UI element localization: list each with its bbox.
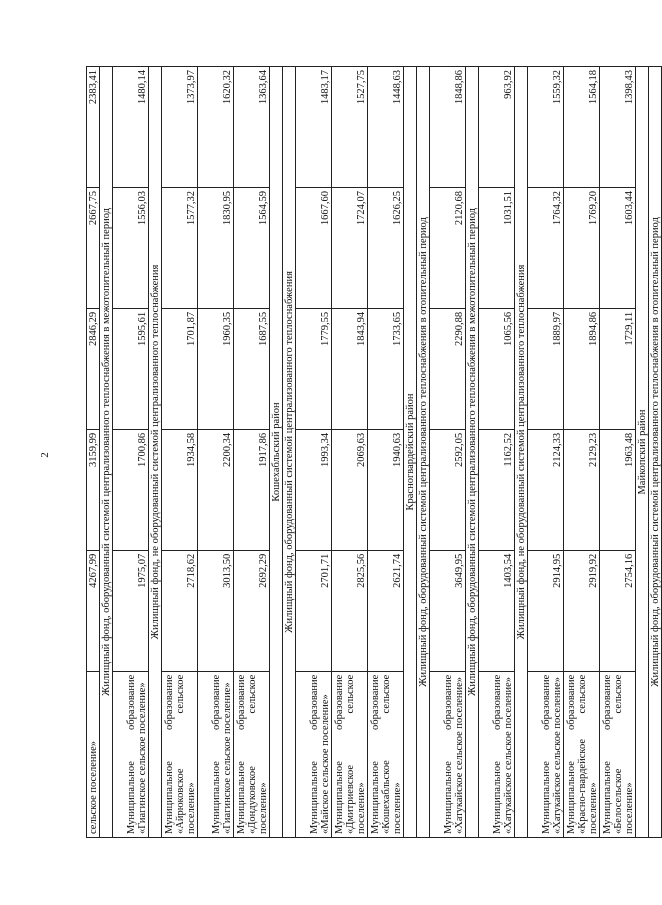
section-header-row — [149, 67, 162, 838]
section-header: Кошехабльский район — [270, 67, 283, 838]
tariff-value: 1564,18 — [564, 67, 600, 188]
tariff-table-body — [87, 67, 662, 838]
section-header: Жилищный фонд, оборудованный системой централизованного теплоснабжения в межотопительный период — [100, 67, 113, 838]
tariff-value: 1577,32 — [162, 187, 198, 308]
tariff-value: 1595,61 — [113, 308, 149, 429]
tariff-value: 1843,94 — [332, 308, 368, 429]
tariff-value: 3649,95 — [430, 550, 466, 671]
municipality-name: Муниципальное образование «Гиагинское сельское поселение» — [198, 671, 234, 837]
tariff-value: 2701,71 — [296, 550, 332, 671]
tariff-value: 4267,99 — [87, 550, 100, 671]
section-header-row — [404, 67, 417, 838]
tariff-value: 2124,33 — [528, 429, 564, 550]
municipality-name: сельское поселение» — [87, 671, 100, 837]
table-row — [162, 67, 198, 838]
municipality-name: Муниципальное образование «Хатукайское сельское поселение» — [479, 671, 515, 837]
section-header: Жилищный фонд, оборудованный системой централизованного теплоснабжения в межотопительный период — [466, 67, 479, 838]
municipality-name: Муниципальное образование «Дмитриевское сельское поселение» — [332, 671, 368, 837]
tariff-value: 1889,97 — [528, 308, 564, 429]
tariff-value: 2667,75 — [87, 187, 100, 308]
tariff-value: 1403,54 — [479, 550, 515, 671]
tariff-value: 1848,86 — [430, 67, 466, 188]
tariff-value: 1448,63 — [368, 67, 404, 188]
tariff-value: 1556,03 — [113, 187, 149, 308]
table-row — [430, 67, 466, 838]
tariff-value: 2592,05 — [430, 429, 466, 550]
table-row — [368, 67, 404, 838]
tariff-value: 2621,74 — [368, 550, 404, 671]
section-header: Жилищный фонд, не оборудованный системой централизованного теплоснабжения — [515, 67, 528, 838]
tariff-value: 2718,62 — [162, 550, 198, 671]
section-header-row — [466, 67, 479, 838]
table-row — [479, 67, 515, 838]
tariff-value: 1373,97 — [162, 67, 198, 188]
tariff-value: 2069,63 — [332, 429, 368, 550]
tariff-value: 1483,17 — [296, 67, 332, 188]
tariff-table — [86, 66, 662, 838]
tariff-value: 1603,44 — [600, 187, 636, 308]
tariff-value: 2914,95 — [528, 550, 564, 671]
tariff-value: 2919,92 — [564, 550, 600, 671]
tariff-value: 3159,99 — [87, 429, 100, 550]
tariff-value: 1894,86 — [564, 308, 600, 429]
tariff-value: 1363,64 — [234, 67, 270, 188]
table-row — [600, 67, 636, 838]
rotated-table-container — [86, 66, 661, 838]
tariff-value: 2120,68 — [430, 187, 466, 308]
tariff-value: 2290,88 — [430, 308, 466, 429]
tariff-value: 1700,86 — [113, 429, 149, 550]
table-row — [528, 67, 564, 838]
municipality-name: Муниципальное образование «Хатукайское сельское поселение» — [528, 671, 564, 837]
tariff-value: 1620,32 — [198, 67, 234, 188]
tariff-value: 1993,34 — [296, 429, 332, 550]
tariff-value: 963,92 — [479, 67, 515, 188]
tariff-value: 1701,87 — [162, 308, 198, 429]
tariff-value: 1724,07 — [332, 187, 368, 308]
tariff-value: 1559,32 — [528, 67, 564, 188]
section-header-row — [636, 67, 649, 838]
section-header-row — [270, 67, 283, 838]
municipality-name: Муниципальное образование «Айрюковское сельское поселение» — [162, 671, 198, 837]
table-row — [234, 67, 270, 838]
tariff-value: 3013,50 — [198, 550, 234, 671]
tariff-value: 1975,07 — [113, 550, 149, 671]
tariff-value: 1769,20 — [564, 187, 600, 308]
section-header-row — [515, 67, 528, 838]
section-header-row — [100, 67, 113, 838]
section-header: Жилищный фонд, оборудованный системой централизованного теплоснабжения в отопительный период — [649, 67, 662, 838]
section-header: Красногвардейский район — [404, 67, 417, 838]
tariff-value: 1779,55 — [296, 308, 332, 429]
table-row — [198, 67, 234, 838]
tariff-value: 1626,25 — [368, 187, 404, 308]
tariff-value: 2846,29 — [87, 308, 100, 429]
tariff-value: 2692,29 — [234, 550, 270, 671]
tariff-value: 1398,43 — [600, 67, 636, 188]
municipality-name: Муниципальное образование «Белосельское сельское поселение» — [600, 671, 636, 837]
tariff-value: 1667,60 — [296, 187, 332, 308]
tariff-value: 1764,32 — [528, 187, 564, 308]
tariff-value: 1940,63 — [368, 429, 404, 550]
section-header-row — [283, 67, 296, 838]
tariff-value: 1963,48 — [600, 429, 636, 550]
table-row — [87, 67, 100, 838]
tariff-value: 1031,51 — [479, 187, 515, 308]
table-row — [113, 67, 149, 838]
section-header-row — [417, 67, 430, 838]
tariff-value: 1733,65 — [368, 308, 404, 429]
tariff-value: 1480,14 — [113, 67, 149, 188]
tariff-value: 2129,23 — [564, 429, 600, 550]
tariff-value: 1960,35 — [198, 308, 234, 429]
tariff-value: 1830,95 — [198, 187, 234, 308]
tariff-value: 1917,86 — [234, 429, 270, 550]
tariff-value: 1162,52 — [479, 429, 515, 550]
municipality-name: Муниципальное образование «Красно-гвардейское сельское поселение» — [564, 671, 600, 837]
tariff-value: 1934,58 — [162, 429, 198, 550]
page-number: 2 — [39, 452, 51, 458]
municipality-name: Муниципальное образование «Майское сельское поселение» — [296, 671, 332, 837]
municipality-name: Муниципальное образование «Кошехабльское сельское поселение» — [368, 671, 404, 837]
section-header: Жилищный фонд, оборудованный системой централизованного теплоснабжения в отопительный период — [417, 67, 430, 838]
section-header: Майкопский район — [636, 67, 649, 838]
tariff-value: 1527,75 — [332, 67, 368, 188]
tariff-value: 1564,59 — [234, 187, 270, 308]
section-header: Жилищный фонд, оборудованный системой централизованного теплоснабжения — [283, 67, 296, 838]
tariff-value: 1729,11 — [600, 308, 636, 429]
section-header-row — [649, 67, 662, 838]
tariff-value: 1687,55 — [234, 308, 270, 429]
table-row — [332, 67, 368, 838]
municipality-name: Муниципальное образование «Хатукайское сельское поселение» — [430, 671, 466, 837]
section-header: Жилищный фонд, не оборудованный системой централизованного теплоснабжения — [149, 67, 162, 838]
tariff-value: 2825,56 — [332, 550, 368, 671]
tariff-value: 1065,56 — [479, 308, 515, 429]
municipality-name: Муниципальное образование «Дондуковское сельское поселение» — [234, 671, 270, 837]
municipality-name: Муниципальное образование «Гиагинское сельское поселение» — [113, 671, 149, 837]
table-row — [564, 67, 600, 838]
tariff-value: 2754,16 — [600, 550, 636, 671]
tariff-value: 2200,34 — [198, 429, 234, 550]
tariff-value: 2383,41 — [87, 67, 100, 188]
table-row — [296, 67, 332, 838]
